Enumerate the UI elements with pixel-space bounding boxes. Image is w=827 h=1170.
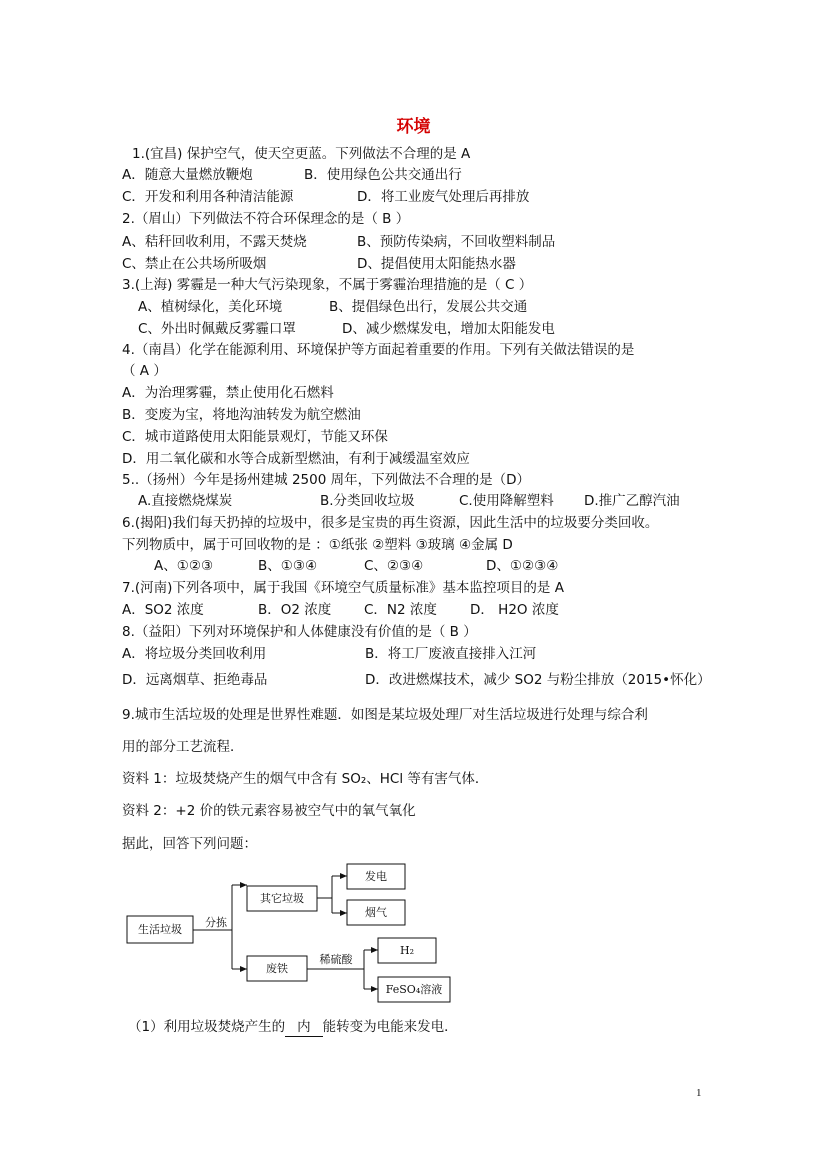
option-1c: C．开发和利用各种清洁能源	[122, 189, 294, 205]
process-flow-diagram	[120, 858, 480, 1010]
option-6c: C、②③④	[364, 558, 424, 574]
option-5a: A.直接燃烧煤炭	[138, 493, 233, 509]
answer-blank: 内	[285, 1018, 323, 1037]
option-2a: A、秸秆回收利用，不露天焚烧	[122, 234, 307, 250]
label-h2: H₂	[399, 944, 415, 957]
page-number: 1	[696, 1087, 702, 1099]
option-4a: A．为治理雾霾，禁止使用化石燃料	[122, 385, 334, 401]
option-4d: D．用二氧化碳和水等合成新型燃油，有利于减缓温室效应	[122, 451, 470, 467]
page-title: 环境	[396, 117, 431, 137]
option-5b: B.分类回收垃圾	[320, 493, 415, 509]
option-5d: D.推广乙醇汽油	[584, 493, 680, 509]
option-1a: A．随意大量燃放鞭炮	[122, 167, 253, 183]
subquestion-1	[128, 1018, 458, 1037]
question-1: 1.(宜昌) 保护空气，使天空更蓝。下列做法不合理的是 A	[132, 146, 471, 162]
material-1: 资料 1：垃圾焚烧产生的烟气中含有 SO₂、HCl 等有害气体．	[122, 771, 489, 787]
option-2b: B、预防传染病，不回收塑料制品	[357, 234, 556, 250]
question-3: 3.(上海) 雾霾是一种大气污染现象，不属于雾霾治理措施的是（ C ）	[122, 277, 533, 293]
option-3d: D、减少燃煤发电，增加太阳能发电	[342, 321, 555, 337]
label-power: 发电	[365, 870, 387, 883]
option-1b: B．使用绿色公共交通出行	[304, 167, 462, 183]
material-2: 资料 2：+2 价的铁元素容易被空气中的氧气氧化	[122, 803, 416, 819]
label-acid: 稀硫酸	[319, 953, 353, 966]
option-7a: A．SO2 浓度	[122, 602, 204, 618]
question-7: 7.(河南)下列各项中，属于我国《环境空气质量标准》基本监控项目的是 A	[122, 580, 564, 596]
option-3a: A、植树绿化，美化环境	[138, 299, 283, 315]
label-smoke: 烟气	[365, 906, 387, 919]
option-8b: B．将工厂废液直接排入江河	[365, 646, 537, 662]
question-6-items: 下列物质中，属于可回收物的是 ：①纸张 ②塑料 ③玻璃 ④金属 D	[122, 537, 513, 553]
option-4b: B．变废为宝，将地沟油转发为航空燃油	[122, 407, 361, 423]
option-8d: D．改进燃煤技术，减少 SO2 与粉尘排放（2015•怀化）	[365, 672, 711, 688]
question-8: 8.（益阳）下列对环境保护和人体健康没有价值的是（ B ）	[122, 624, 477, 640]
label-other: 其它垃圾	[260, 892, 304, 905]
label-sort: 分拣	[205, 916, 227, 929]
instruction: 据此，回答下列问题：	[122, 836, 257, 852]
subquestion-1-prefix: （1）利用垃圾焚烧产生的	[128, 1019, 286, 1035]
option-5c: C.使用降解塑料	[459, 493, 554, 509]
option-6d: D、①②③④	[486, 558, 559, 574]
option-6b: B、①③④	[258, 558, 318, 574]
option-8c: D．远离烟草、拒绝毒品	[122, 672, 268, 688]
option-1d: D．将工业废气处理后再排放	[357, 189, 530, 205]
option-2c: C、禁止在公共场所吸烟	[122, 256, 267, 272]
subquestion-1-suffix: 能转变为电能来发电．	[322, 1019, 458, 1035]
option-2d: D、提倡使用太阳能热水器	[357, 256, 516, 272]
question-5: 5..（扬州）今年是扬州建城 2500 周年，下列做法不合理的是（D）	[122, 472, 531, 488]
question-9-cont: 用的部分工艺流程．	[122, 739, 244, 755]
option-7d: D． H2O 浓度	[470, 602, 559, 618]
label-iron: 废铁	[266, 962, 288, 975]
option-4c: C．城市道路使用太阳能景观灯，节能又环保	[122, 429, 388, 445]
option-8a: A．将垃圾分类回收利用	[122, 646, 267, 662]
option-3c: C、外出时佩戴反雾霾口罩	[138, 321, 296, 337]
question-4: 4.（南昌）化学在能源利用、环境保护等方面起着重要的作用。下列有关做法错误的是	[122, 342, 635, 358]
option-6a: A、①②③	[154, 558, 214, 574]
option-7b: B．O2 浓度	[258, 602, 332, 618]
label-source: 生活垃圾	[138, 923, 182, 936]
label-feso4: FeSO₄溶液	[385, 983, 443, 996]
option-7c: C．N2 浓度	[364, 602, 437, 618]
question-4-answer: （ A ）	[122, 363, 167, 379]
option-3b: B、提倡绿色出行，发展公共交通	[329, 299, 528, 315]
question-6: 6.(揭阳)我们每天扔掉的垃圾中，很多是宝贵的再生资源，因此生活中的垃圾要分类回收。	[122, 515, 659, 531]
question-9: 9.城市生活垃圾的处理是世界性难题．如图是某垃圾处理厂对生活垃圾进行处理与综合利	[122, 707, 648, 723]
question-2: 2.（眉山）下列做法不符合环保理念的是（ B ）	[122, 211, 410, 227]
